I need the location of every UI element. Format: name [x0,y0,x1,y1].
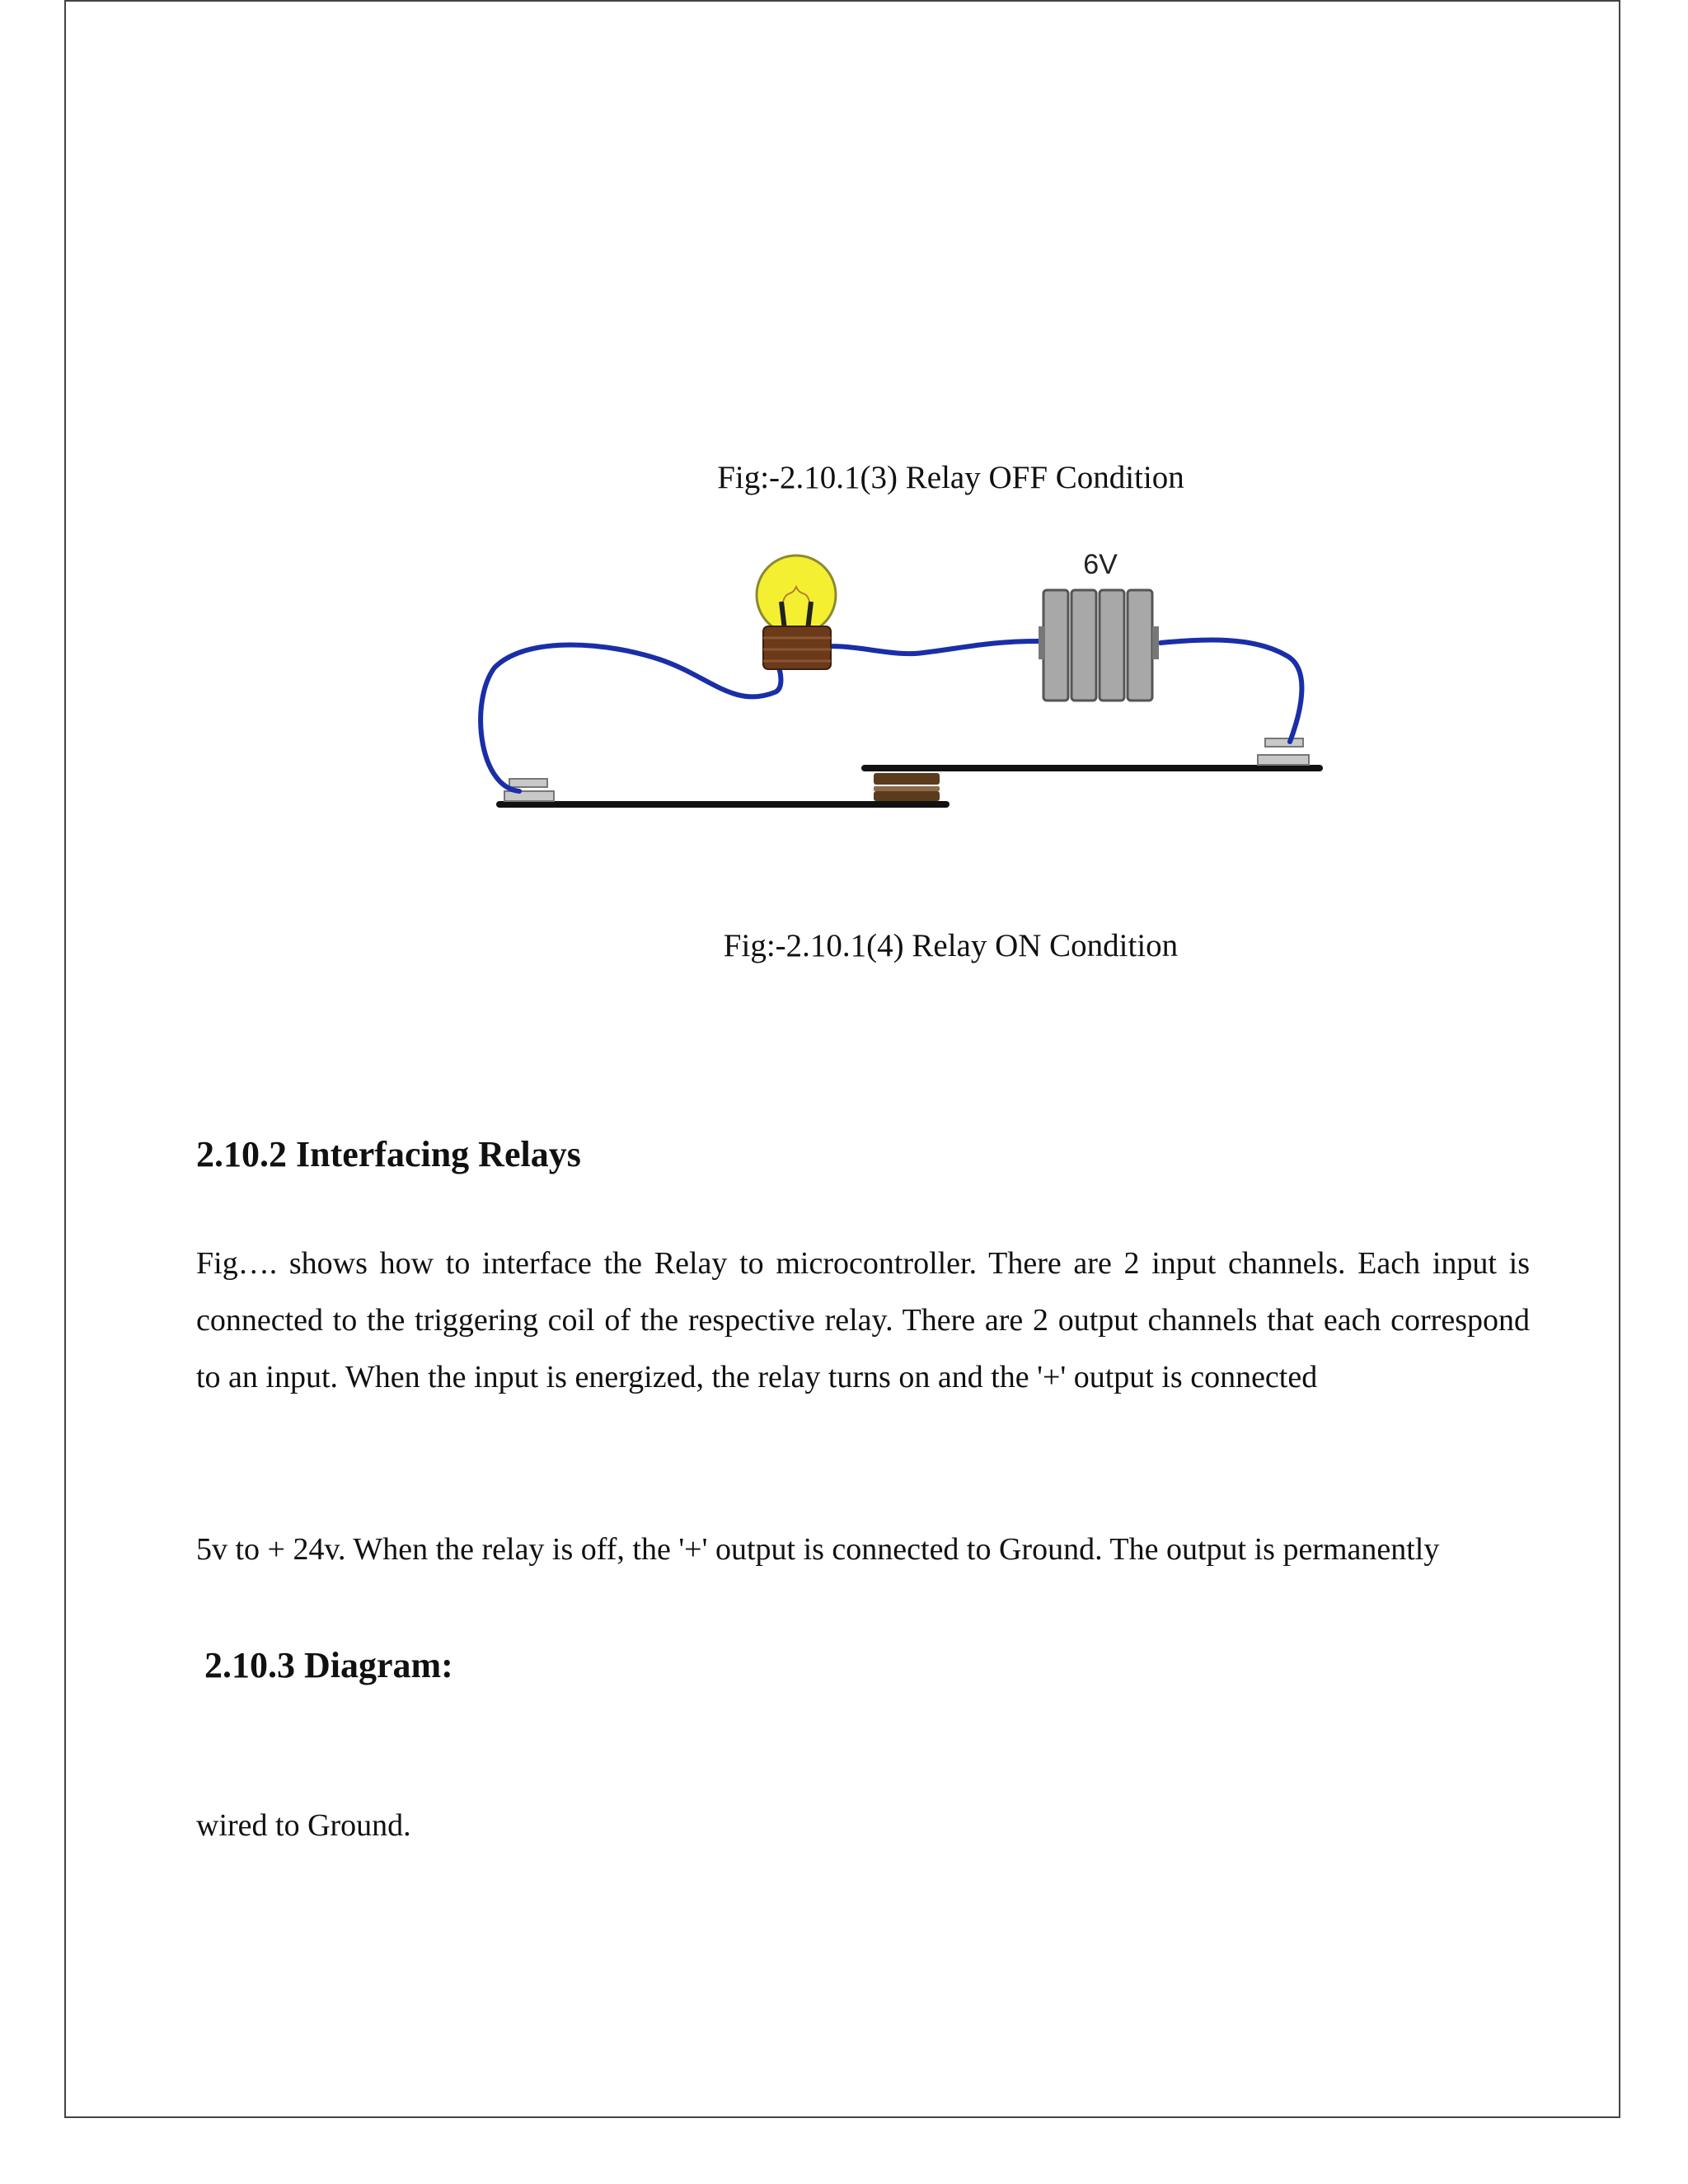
section-heading-interfacing-relays: 2.10.2 Interfacing Relays [196,1134,581,1174]
right-terminal [1258,738,1309,765]
battery-icon [1039,590,1159,701]
ground-description-line: wired to Ground. [196,1808,411,1843]
upper-contact-strip [861,765,1323,771]
section-heading-diagram: 2.10.3 Diagram: [204,1645,453,1685]
page-border [64,0,1620,2118]
light-bulb-icon [757,555,836,669]
figure-caption-relay-off: Fig:-2.10.1(3) Relay OFF Condition [717,460,1184,495]
relay-circuit-figure [462,544,1335,824]
relay-circuit-illustration [462,544,1335,824]
interfacing-paragraph-text: Fig…. shows how to interface the Relay to microcontroller. There are 2 input channels. Each input is connected to the triggering coil of the respective relay. There are 2 output channels that each correspond to an input. When the input is energized, the relay turns on and the '+' output is connected [196,1246,1530,1394]
wire-middle [813,641,1039,654]
wire-right [1160,640,1301,742]
relay-contacts [874,773,940,801]
battery-voltage-label: 6V [1083,549,1118,580]
voltage-description-line: 5v to + 24v. When the relay is off, the '+' output is connected to Ground. The output is permanently [196,1532,1440,1567]
wire-left [481,645,781,792]
interfacing-paragraph [196,1235,1530,1406]
figure-caption-relay-on: Fig:-2.10.1(4) Relay ON Condition [723,928,1179,963]
lower-contact-strip [496,801,950,808]
